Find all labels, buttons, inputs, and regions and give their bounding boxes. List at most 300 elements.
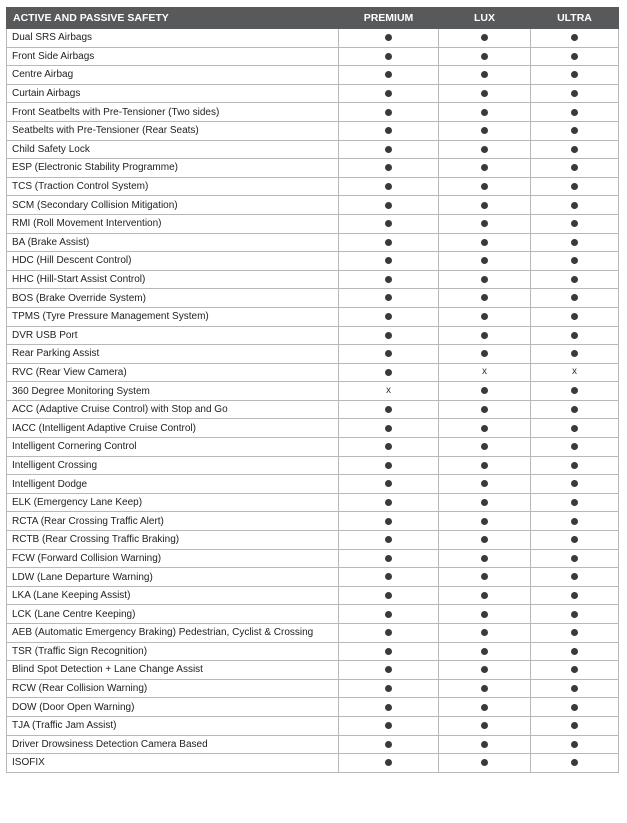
- standard-dot-icon: [481, 164, 488, 171]
- premium-availability-cell: [339, 47, 439, 66]
- standard-dot-icon: [385, 220, 392, 227]
- standard-dot-icon: [385, 239, 392, 246]
- standard-dot-icon: [385, 722, 392, 729]
- lux-availability-cell: [439, 754, 531, 773]
- standard-dot-icon: [385, 666, 392, 673]
- table-row: [7, 66, 619, 85]
- premium-availability-cell: [339, 549, 439, 568]
- standard-dot-icon: [571, 294, 578, 301]
- lux-availability-cell: [439, 456, 531, 475]
- standard-dot-icon: [571, 350, 578, 357]
- feature-name: Rear Parking Assist: [7, 345, 339, 364]
- lux-availability-cell: [439, 475, 531, 494]
- table-row: [7, 624, 619, 643]
- lux-availability-cell: [439, 568, 531, 587]
- feature-name: Child Safety Lock: [7, 140, 339, 159]
- premium-availability-cell: [339, 29, 439, 48]
- table-header: [7, 8, 619, 29]
- standard-dot-icon: [481, 685, 488, 692]
- ultra-availability-cell: [531, 586, 619, 605]
- standard-dot-icon: [481, 202, 488, 209]
- feature-name: Intelligent Crossing: [7, 456, 339, 475]
- lux-availability-cell: [439, 121, 531, 140]
- ultra-availability-cell: [531, 233, 619, 252]
- premium-availability-cell: [339, 159, 439, 178]
- lux-availability-cell: [439, 307, 531, 326]
- feature-name: TCS (Traction Control System): [7, 177, 339, 196]
- standard-dot-icon: [481, 611, 488, 618]
- table-row: [7, 326, 619, 345]
- standard-dot-icon: [481, 109, 488, 116]
- premium-availability-cell: [339, 307, 439, 326]
- table-row: [7, 214, 619, 233]
- feature-name: RCW (Rear Collision Warning): [7, 679, 339, 698]
- feature-name: LCK (Lane Centre Keeping): [7, 605, 339, 624]
- premium-availability-cell: [339, 121, 439, 140]
- feature-name: Seatbelts with Pre-Tensioner (Rear Seats): [7, 121, 339, 140]
- ultra-availability-cell: [531, 289, 619, 308]
- feature-name: 360 Degree Monitoring System: [7, 382, 339, 401]
- ultra-availability-cell: [531, 345, 619, 364]
- table-row: [7, 493, 619, 512]
- standard-dot-icon: [571, 425, 578, 432]
- premium-availability-cell: [339, 270, 439, 289]
- safety-features-table: [6, 7, 619, 773]
- premium-availability-cell: [339, 475, 439, 494]
- standard-dot-icon: [571, 741, 578, 748]
- lux-availability-cell: [439, 196, 531, 215]
- standard-dot-icon: [571, 183, 578, 190]
- lux-availability-cell: [439, 642, 531, 661]
- table-row: [7, 716, 619, 735]
- standard-dot-icon: [571, 239, 578, 246]
- table-row: [7, 475, 619, 494]
- ultra-availability-cell: [531, 624, 619, 643]
- feature-name: ISOFIX: [7, 754, 339, 773]
- standard-dot-icon: [481, 741, 488, 748]
- standard-dot-icon: [385, 536, 392, 543]
- lux-availability-cell: [439, 103, 531, 122]
- standard-dot-icon: [571, 387, 578, 394]
- ultra-availability-cell: [531, 605, 619, 624]
- standard-dot-icon: [571, 71, 578, 78]
- premium-availability-cell: [339, 735, 439, 754]
- standard-dot-icon: [481, 127, 488, 134]
- standard-dot-icon: [385, 164, 392, 171]
- header-row: [7, 8, 619, 29]
- feature-name: Intelligent Dodge: [7, 475, 339, 494]
- standard-dot-icon: [481, 722, 488, 729]
- premium-availability-cell: [339, 214, 439, 233]
- premium-availability-cell: [339, 698, 439, 717]
- standard-dot-icon: [571, 666, 578, 673]
- standard-dot-icon: [385, 518, 392, 525]
- ultra-availability-cell: [531, 679, 619, 698]
- standard-dot-icon: [571, 629, 578, 636]
- ultra-availability-cell: [531, 716, 619, 735]
- standard-dot-icon: [571, 722, 578, 729]
- standard-dot-icon: [571, 499, 578, 506]
- standard-dot-icon: [571, 313, 578, 320]
- standard-dot-icon: [481, 592, 488, 599]
- standard-dot-icon: [571, 276, 578, 283]
- premium-availability-cell: [339, 624, 439, 643]
- premium-availability-cell: [339, 586, 439, 605]
- standard-dot-icon: [385, 592, 392, 599]
- standard-dot-icon: [481, 350, 488, 357]
- ultra-availability-cell: [531, 270, 619, 289]
- feature-name: DVR USB Port: [7, 326, 339, 345]
- feature-name: Driver Drowsiness Detection Camera Based: [7, 735, 339, 754]
- ultra-availability-cell: [531, 419, 619, 438]
- standard-dot-icon: [481, 759, 488, 766]
- lux-availability-cell: [439, 549, 531, 568]
- premium-availability-cell: [339, 66, 439, 85]
- standard-dot-icon: [385, 741, 392, 748]
- ultra-availability-cell: [531, 400, 619, 419]
- standard-dot-icon: [481, 53, 488, 60]
- standard-dot-icon: [571, 480, 578, 487]
- table-row: [7, 456, 619, 475]
- lux-availability-cell: [439, 716, 531, 735]
- standard-dot-icon: [571, 759, 578, 766]
- standard-dot-icon: [385, 555, 392, 562]
- ultra-availability-cell: [531, 512, 619, 531]
- standard-dot-icon: [481, 480, 488, 487]
- lux-availability-cell: [439, 289, 531, 308]
- ultra-availability-cell: [531, 698, 619, 717]
- not-available-cross-icon: x: [572, 366, 577, 378]
- table-row: [7, 29, 619, 48]
- standard-dot-icon: [385, 109, 392, 116]
- standard-dot-icon: [571, 685, 578, 692]
- standard-dot-icon: [481, 294, 488, 301]
- feature-name: FCW (Forward Collision Warning): [7, 549, 339, 568]
- lux-availability-cell: [439, 326, 531, 345]
- standard-dot-icon: [571, 611, 578, 618]
- standard-dot-icon: [481, 425, 488, 432]
- feature-name: HHC (Hill-Start Assist Control): [7, 270, 339, 289]
- feature-name: LDW (Lane Departure Warning): [7, 568, 339, 587]
- standard-dot-icon: [571, 592, 578, 599]
- table-row: [7, 307, 619, 326]
- ultra-availability-cell: [531, 140, 619, 159]
- premium-availability-cell: [339, 84, 439, 103]
- ultra-availability-cell: [531, 84, 619, 103]
- standard-dot-icon: [481, 257, 488, 264]
- lux-availability-cell: [439, 84, 531, 103]
- ultra-availability-cell: [531, 252, 619, 271]
- standard-dot-icon: [481, 518, 488, 525]
- standard-dot-icon: [385, 462, 392, 469]
- standard-dot-icon: [385, 573, 392, 580]
- standard-dot-icon: [481, 276, 488, 283]
- lux-availability-cell: [439, 624, 531, 643]
- standard-dot-icon: [571, 146, 578, 153]
- standard-dot-icon: [385, 369, 392, 376]
- ultra-availability-cell: [531, 363, 619, 382]
- lux-availability-cell: [439, 586, 531, 605]
- feature-name: RVC (Rear View Camera): [7, 363, 339, 382]
- ultra-availability-cell: [531, 103, 619, 122]
- standard-dot-icon: [481, 387, 488, 394]
- lux-availability-cell: [439, 159, 531, 178]
- feature-name: Front Seatbelts with Pre-Tensioner (Two sides): [7, 103, 339, 122]
- standard-dot-icon: [385, 480, 392, 487]
- ultra-availability-cell: [531, 382, 619, 401]
- ultra-availability-cell: [531, 47, 619, 66]
- table-row: [7, 252, 619, 271]
- header-lux: LUX: [439, 8, 531, 29]
- ultra-availability-cell: [531, 549, 619, 568]
- feature-name: ACC (Adaptive Cruise Control) with Stop and Go: [7, 400, 339, 419]
- premium-availability-cell: [339, 363, 439, 382]
- standard-dot-icon: [385, 202, 392, 209]
- table-row: [7, 233, 619, 252]
- table-row: [7, 140, 619, 159]
- standard-dot-icon: [571, 220, 578, 227]
- premium-availability-cell: [339, 400, 439, 419]
- lux-availability-cell: [439, 66, 531, 85]
- standard-dot-icon: [571, 536, 578, 543]
- standard-dot-icon: [385, 350, 392, 357]
- table-row: [7, 84, 619, 103]
- ultra-availability-cell: [531, 438, 619, 457]
- feature-name: LKA (Lane Keeping Assist): [7, 586, 339, 605]
- ultra-availability-cell: [531, 754, 619, 773]
- lux-availability-cell: [439, 233, 531, 252]
- standard-dot-icon: [385, 425, 392, 432]
- standard-dot-icon: [385, 90, 392, 97]
- table-row: [7, 270, 619, 289]
- table-row: [7, 642, 619, 661]
- standard-dot-icon: [481, 313, 488, 320]
- standard-dot-icon: [571, 127, 578, 134]
- standard-dot-icon: [481, 499, 488, 506]
- ultra-availability-cell: [531, 475, 619, 494]
- premium-availability-cell: [339, 605, 439, 624]
- premium-availability-cell: [339, 140, 439, 159]
- feature-name: TSR (Traffic Sign Recognition): [7, 642, 339, 661]
- ultra-availability-cell: [531, 121, 619, 140]
- standard-dot-icon: [571, 109, 578, 116]
- not-available-cross-icon: x: [386, 384, 391, 396]
- lux-availability-cell: [439, 382, 531, 401]
- standard-dot-icon: [385, 704, 392, 711]
- standard-dot-icon: [385, 685, 392, 692]
- table-row: [7, 419, 619, 438]
- standard-dot-icon: [481, 629, 488, 636]
- lux-availability-cell: [439, 270, 531, 289]
- premium-availability-cell: [339, 456, 439, 475]
- table-row: [7, 679, 619, 698]
- lux-availability-cell: [439, 605, 531, 624]
- ultra-availability-cell: [531, 326, 619, 345]
- standard-dot-icon: [481, 406, 488, 413]
- standard-dot-icon: [481, 183, 488, 190]
- standard-dot-icon: [571, 164, 578, 171]
- premium-availability-cell: [339, 493, 439, 512]
- standard-dot-icon: [571, 462, 578, 469]
- premium-availability-cell: [339, 345, 439, 364]
- ultra-availability-cell: [531, 531, 619, 550]
- feature-name: AEB (Automatic Emergency Braking) Pedestrian, Cyclist & Crossing: [7, 624, 339, 643]
- premium-availability-cell: [339, 196, 439, 215]
- table-row: [7, 177, 619, 196]
- standard-dot-icon: [571, 257, 578, 264]
- premium-availability-cell: [339, 177, 439, 196]
- standard-dot-icon: [385, 257, 392, 264]
- feature-name: TPMS (Tyre Pressure Management System): [7, 307, 339, 326]
- standard-dot-icon: [571, 34, 578, 41]
- standard-dot-icon: [571, 704, 578, 711]
- standard-dot-icon: [481, 666, 488, 673]
- standard-dot-icon: [385, 648, 392, 655]
- lux-availability-cell: [439, 47, 531, 66]
- standard-dot-icon: [571, 518, 578, 525]
- table-row: [7, 512, 619, 531]
- lux-availability-cell: [439, 29, 531, 48]
- standard-dot-icon: [571, 573, 578, 580]
- lux-availability-cell: [439, 419, 531, 438]
- standard-dot-icon: [385, 611, 392, 618]
- ultra-availability-cell: [531, 642, 619, 661]
- premium-availability-cell: [339, 438, 439, 457]
- standard-dot-icon: [385, 759, 392, 766]
- feature-name: BA (Brake Assist): [7, 233, 339, 252]
- table-row: [7, 549, 619, 568]
- standard-dot-icon: [481, 648, 488, 655]
- feature-name: Blind Spot Detection + Lane Change Assist: [7, 661, 339, 680]
- lux-availability-cell: [439, 493, 531, 512]
- header-section-title: ACTIVE AND PASSIVE SAFETY: [7, 8, 339, 29]
- table-row: [7, 735, 619, 754]
- standard-dot-icon: [385, 276, 392, 283]
- premium-availability-cell: [339, 512, 439, 531]
- ultra-availability-cell: [531, 456, 619, 475]
- ultra-availability-cell: [531, 177, 619, 196]
- standard-dot-icon: [385, 71, 392, 78]
- ultra-availability-cell: [531, 29, 619, 48]
- feature-name: IACC (Intelligent Adaptive Cruise Control): [7, 419, 339, 438]
- table-row: [7, 382, 619, 401]
- standard-dot-icon: [481, 704, 488, 711]
- feature-name: Dual SRS Airbags: [7, 29, 339, 48]
- feature-name: RCTB (Rear Crossing Traffic Braking): [7, 531, 339, 550]
- lux-availability-cell: [439, 177, 531, 196]
- premium-availability-cell: [339, 642, 439, 661]
- feature-name: Centre Airbag: [7, 66, 339, 85]
- standard-dot-icon: [385, 34, 392, 41]
- feature-name: Front Side Airbags: [7, 47, 339, 66]
- standard-dot-icon: [571, 90, 578, 97]
- standard-dot-icon: [571, 202, 578, 209]
- lux-availability-cell: [439, 531, 531, 550]
- feature-name: SCM (Secondary Collision Mitigation): [7, 196, 339, 215]
- standard-dot-icon: [385, 332, 392, 339]
- feature-name: TJA (Traffic Jam Assist): [7, 716, 339, 735]
- premium-availability-cell: [339, 716, 439, 735]
- standard-dot-icon: [481, 71, 488, 78]
- feature-name: ESP (Electronic Stability Programme): [7, 159, 339, 178]
- not-available-cross-icon: x: [482, 366, 487, 378]
- standard-dot-icon: [481, 332, 488, 339]
- feature-name: RCTA (Rear Crossing Traffic Alert): [7, 512, 339, 531]
- ultra-availability-cell: [531, 214, 619, 233]
- table-row: [7, 121, 619, 140]
- standard-dot-icon: [481, 555, 488, 562]
- standard-dot-icon: [385, 183, 392, 190]
- standard-dot-icon: [481, 239, 488, 246]
- table-row: [7, 47, 619, 66]
- lux-availability-cell: [439, 140, 531, 159]
- standard-dot-icon: [571, 406, 578, 413]
- table-row: [7, 568, 619, 587]
- table-row: [7, 754, 619, 773]
- standard-dot-icon: [385, 629, 392, 636]
- table-row: [7, 400, 619, 419]
- ultra-availability-cell: [531, 159, 619, 178]
- premium-availability-cell: [339, 326, 439, 345]
- lux-availability-cell: [439, 252, 531, 271]
- standard-dot-icon: [481, 443, 488, 450]
- premium-availability-cell: [339, 233, 439, 252]
- standard-dot-icon: [481, 573, 488, 580]
- standard-dot-icon: [385, 53, 392, 60]
- premium-availability-cell: [339, 289, 439, 308]
- standard-dot-icon: [385, 127, 392, 134]
- standard-dot-icon: [571, 648, 578, 655]
- feature-name: Intelligent Cornering Control: [7, 438, 339, 457]
- table-body: [7, 29, 619, 773]
- standard-dot-icon: [385, 146, 392, 153]
- ultra-availability-cell: [531, 661, 619, 680]
- ultra-availability-cell: [531, 568, 619, 587]
- table-row: [7, 363, 619, 382]
- feature-name: DOW (Door Open Warning): [7, 698, 339, 717]
- table-row: [7, 698, 619, 717]
- feature-name: RMI (Roll Movement Intervention): [7, 214, 339, 233]
- ultra-availability-cell: [531, 307, 619, 326]
- standard-dot-icon: [571, 332, 578, 339]
- premium-availability-cell: [339, 661, 439, 680]
- table-row: [7, 196, 619, 215]
- lux-availability-cell: [439, 661, 531, 680]
- table-row: [7, 438, 619, 457]
- ultra-availability-cell: [531, 735, 619, 754]
- standard-dot-icon: [385, 313, 392, 320]
- lux-availability-cell: [439, 512, 531, 531]
- table-row: [7, 289, 619, 308]
- standard-dot-icon: [385, 294, 392, 301]
- premium-availability-cell: [339, 679, 439, 698]
- standard-dot-icon: [481, 34, 488, 41]
- standard-dot-icon: [571, 443, 578, 450]
- lux-availability-cell: [439, 345, 531, 364]
- safety-spec-sheet: [6, 7, 618, 773]
- lux-availability-cell: [439, 679, 531, 698]
- standard-dot-icon: [481, 146, 488, 153]
- table-row: [7, 159, 619, 178]
- lux-availability-cell: [439, 214, 531, 233]
- ultra-availability-cell: [531, 196, 619, 215]
- standard-dot-icon: [385, 499, 392, 506]
- table-row: [7, 345, 619, 364]
- ultra-availability-cell: [531, 493, 619, 512]
- premium-availability-cell: [339, 103, 439, 122]
- feature-name: ELK (Emergency Lane Keep): [7, 493, 339, 512]
- premium-availability-cell: [339, 382, 439, 401]
